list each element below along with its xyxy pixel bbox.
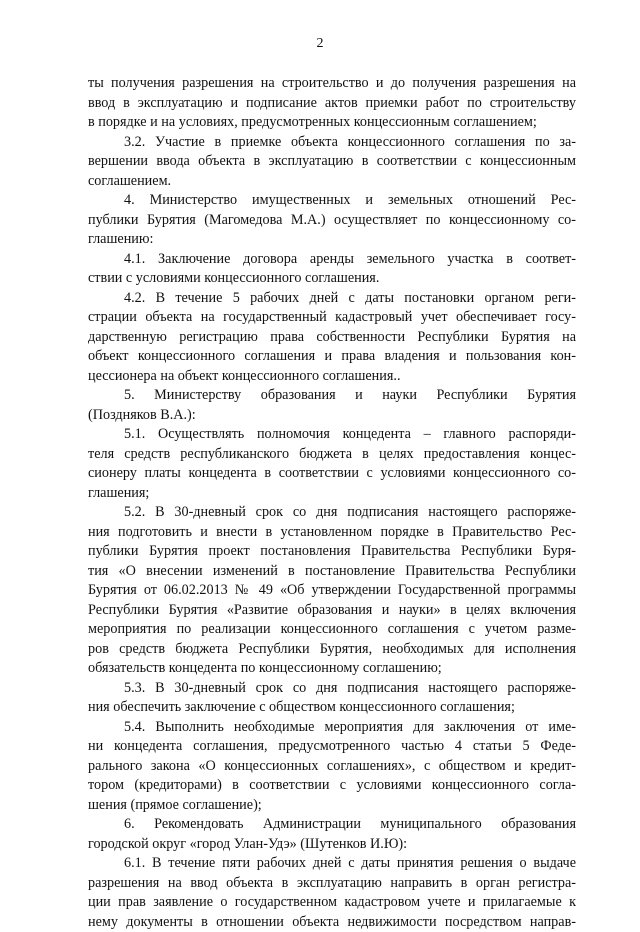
text-line: Республики Бурятия «Развитие образования и науки» в целях включения	[88, 601, 576, 621]
text-line: теля средств республиканского бюджета в целях предоставления концес-	[88, 445, 576, 465]
text-line: 4.1. Заключение договора аренды земельного участка в соответ-	[88, 250, 576, 270]
text-line: 6.1. В течение пяти рабочих дней с даты принятия решения о выдаче	[88, 854, 576, 874]
text-line: цессионера на объект концессионного соглашения..	[88, 367, 576, 387]
text-line: обязательств концедента по концессионному соглашению;	[88, 659, 576, 679]
text-line: ствии с условиями концессионного соглашения.	[88, 269, 576, 289]
text-line: ров средств бюджета Республики Бурятия, необходимых для исполнения	[88, 640, 576, 660]
text-line: 5.3. В 30-дневный срок со дня подписания настоящего распоряже-	[88, 679, 576, 699]
text-line: ния подготовить и внести в установленном порядке в Правительство Рес-	[88, 523, 576, 543]
text-line: глашения;	[88, 484, 576, 504]
text-line: 4. Министерство имущественных и земельных отношений Рес-	[88, 191, 576, 211]
text-line: тором (кредиторами) в соответствии с условиями концессионного согла-	[88, 776, 576, 796]
text-line: шения (прямое соглашение);	[88, 796, 576, 816]
text-line: ты получения разрешения на строительство и до получения разрешения на	[88, 74, 576, 94]
text-line: мероприятия по реализации концессионного соглашения с учетом разме-	[88, 620, 576, 640]
text-line: тия «О внесении изменений в постановление Правительства Республики	[88, 562, 576, 582]
text-line: 5. Министерству образования и науки Республики Бурятия	[88, 386, 576, 406]
text-line: ции прав заявление о государственном кадастровом учете и прилагаемые к	[88, 893, 576, 913]
text-line: ввод в эксплуатацию и подписание актов приемки работ по строительству	[88, 94, 576, 114]
text-line: 5.2. В 30-дневный срок со дня подписания настоящего распоряже-	[88, 503, 576, 523]
page-number: 2	[0, 36, 640, 52]
text-line: в порядке и на условиях, предусмотренных концессионным соглашением;	[88, 113, 576, 133]
text-line: 5.4. Выполнить необходимые мероприятия для заключения от име-	[88, 718, 576, 738]
text-line: 5.1. Осуществлять полномочия концедента – главного распоряди-	[88, 425, 576, 445]
text-line: глашению:	[88, 230, 576, 250]
text-line: рального закона «О концессионных соглашениях», с обществом и кредит-	[88, 757, 576, 777]
text-line: 4.2. В течение 5 рабочих дней с даты постановки органом реги-	[88, 289, 576, 309]
text-line: 6. Рекомендовать Администрации муниципального образования	[88, 815, 576, 835]
text-line: публики Бурятия (Магомедова М.А.) осуществляет по концессионному со-	[88, 211, 576, 231]
text-line: объект концессионного соглашения и права владения и пользования кон-	[88, 347, 576, 367]
text-line: 3.2. Участие в приемке объекта концессионного соглашения по за-	[88, 133, 576, 153]
text-line: ния обеспечить заключение с обществом концессионного соглашения;	[88, 698, 576, 718]
text-line: (Поздняков В.А.):	[88, 406, 576, 426]
text-line: соглашением.	[88, 172, 576, 192]
text-line: сионеру платы концедента в соответствии с условиями концессионного со-	[88, 464, 576, 484]
text-line: Бурятия от 06.02.2013 № 49 «Об утверждении Государственной программы	[88, 581, 576, 601]
text-line: страции объекта на государственный кадастровый учет обеспечивает госу-	[88, 308, 576, 328]
text-line: публики Бурятия проект постановления Правительства Республики Буря-	[88, 542, 576, 562]
text-line: ни концедента соглашения, предусмотренного частью 4 статьи 5 Феде-	[88, 737, 576, 757]
text-line: нему документы в отношении объекта недвижимости посредством направ-	[88, 913, 576, 932]
text-line: городской округ «город Улан-Удэ» (Шутенков И.Ю):	[88, 835, 576, 855]
text-line: разрешения на ввод объекта в эксплуатацию направить в орган регистра-	[88, 874, 576, 894]
text-line: вершении ввода объекта в эксплуатацию в соответствии с концессионным	[88, 152, 576, 172]
text-line: дарственную регистрацию права собственности Республики Бурятия на	[88, 328, 576, 348]
document-body	[88, 74, 576, 932]
